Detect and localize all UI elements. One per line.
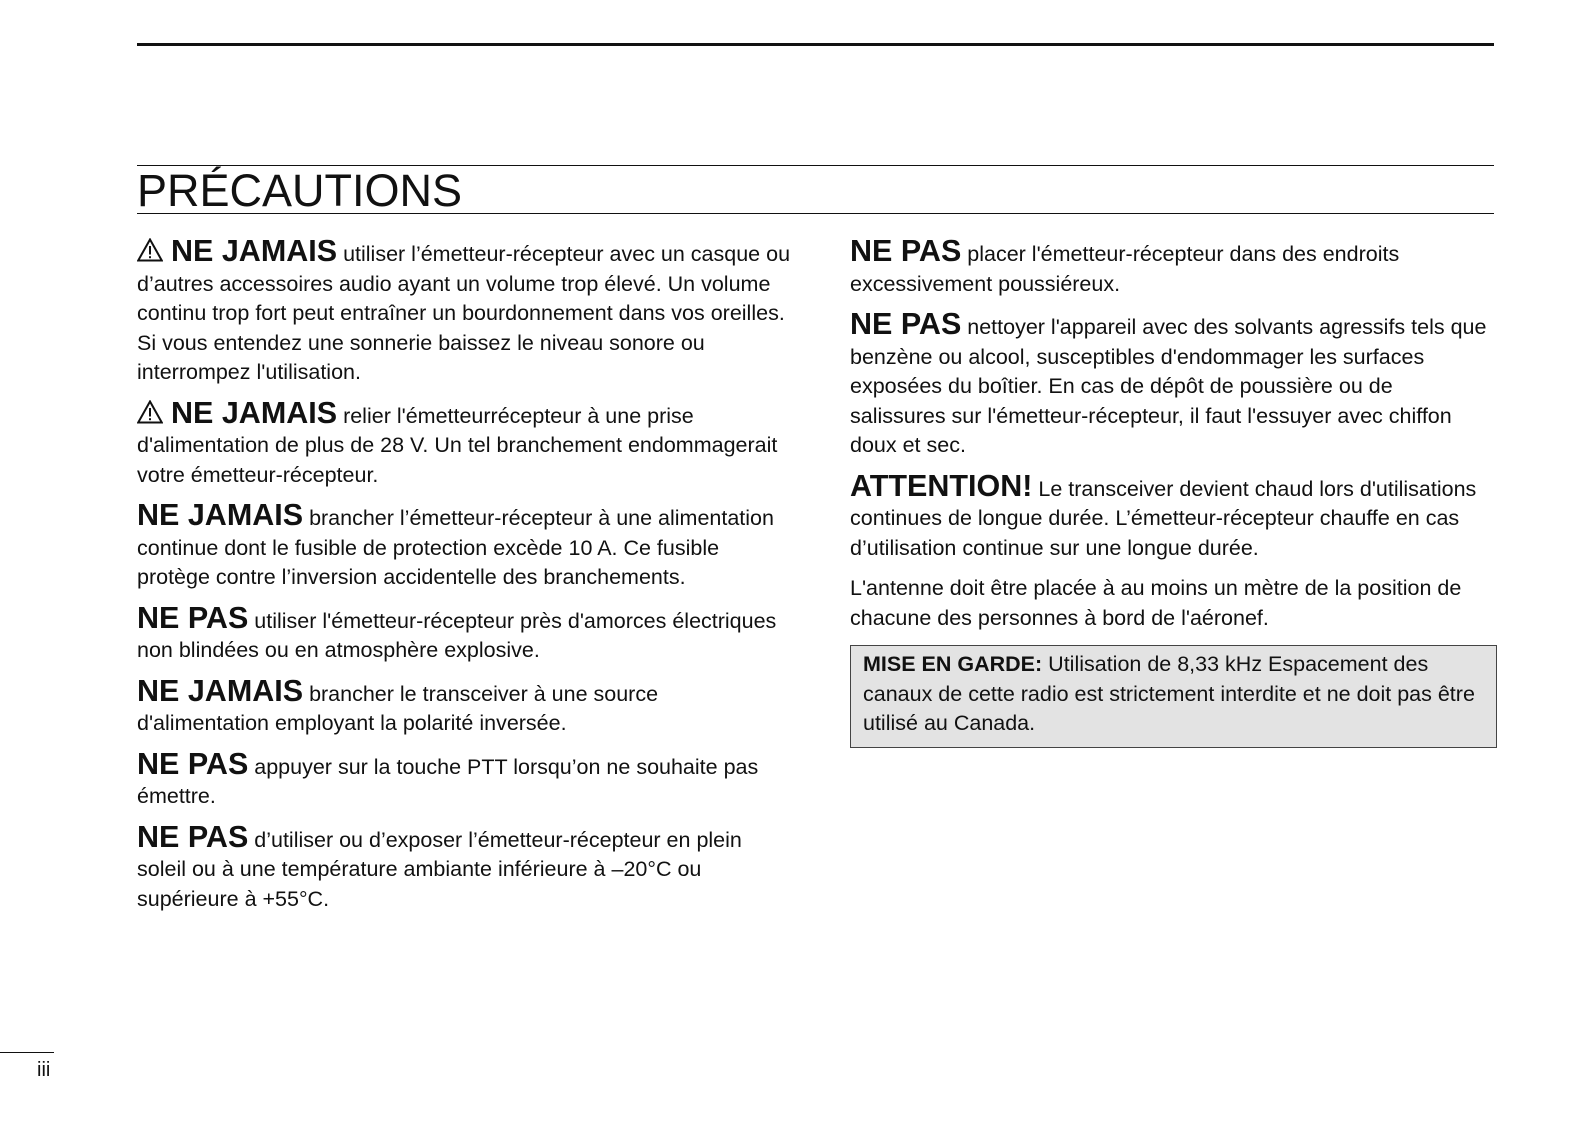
precaution-keyword: NE PAS <box>137 819 249 854</box>
footer-rule <box>0 1052 54 1053</box>
top-rule <box>137 43 1494 46</box>
precaution-paragraph <box>850 468 1494 564</box>
precaution-text: appuyer sur la touche PTT lorsqu’on ne souhaite pas émettre. <box>137 754 759 808</box>
precaution-text: placer l'émetteur-récepteur dans des endroits excessivement poussiéreux. <box>850 242 1400 296</box>
precaution-paragraph <box>850 234 1494 299</box>
precaution-paragraph <box>137 498 792 593</box>
left-column <box>137 234 792 925</box>
precaution-text: Le transceiver devient chaud lors d'utilisations continues de longue durée. L’émetteur-récepteur chauffe en cas d’utilisation continue sur une longue durée. <box>850 476 1477 560</box>
precaution-keyword: NE PAS <box>850 307 962 341</box>
precaution-keyword: NE JAMAIS <box>171 395 338 430</box>
right-column <box>850 234 1494 748</box>
precaution-paragraph <box>137 600 792 666</box>
precaution-paragraph <box>850 307 1494 461</box>
precaution-text: brancher le transceiver à une source d'alimentation employant la polarité inversée. <box>137 681 659 735</box>
precaution-paragraph <box>137 819 792 915</box>
warning-triangle-icon <box>137 400 163 424</box>
precaution-text: utiliser l’émetteur-récepteur avec un casque ou d’autres accessoires audio ayant un volume trop élevé. Un volume continu trop fort peut entraîner un bourdonnement dans vos oreilles. Si vous entendez une sonnerie baissez le niveau sonore ou interrompez l'utilisation. <box>137 242 791 384</box>
precaution-keyword: ATTENTION! <box>850 468 1033 503</box>
precaution-text: utiliser l'émetteur-récepteur près d'amorces électriques non blindées ou en atmosphère explosive. <box>137 608 777 662</box>
page-title: PRÉCAUTIONS <box>137 165 463 216</box>
precaution-keyword: NE PAS <box>137 600 249 635</box>
precaution-keyword: NE JAMAIS <box>171 234 338 268</box>
precaution-paragraph <box>137 673 792 739</box>
note-label: MISE EN GARDE: <box>863 652 1043 676</box>
warning-triangle-icon <box>137 238 163 262</box>
section-title-band <box>137 165 1494 214</box>
precaution-text: L'antenne doit être placée à au moins un mètre de la position de chacune des personnes à bord de l'aéronef. <box>850 576 1462 630</box>
caution-note-box <box>850 645 1497 748</box>
antenna-note-paragraph <box>850 574 1494 633</box>
precaution-paragraph <box>137 234 792 388</box>
precaution-paragraph <box>137 395 792 491</box>
note-text: Utilisation de 8,33 kHz Espacement des canaux de cette radio est strictement interdite et ne doit pas être utilisé au Canada. <box>863 652 1475 735</box>
precaution-text: d’utiliser ou d’exposer l’émetteur-récepteur en plein soleil ou à une température ambiante inférieure à –20°C ou supérieure à +55°C. <box>137 827 742 911</box>
precaution-text: relier l'émetteurrécepteur à une prise d'alimentation de plus de 28 V. Un tel branchement endommagerait votre émetteur-récepteur. <box>137 403 778 487</box>
precaution-text: brancher l’émetteur-récepteur à une alimentation continue dont le fusible de protection excède 10 A. Ce fusible protège contre l’inversion accidentelle des branchements. <box>137 506 774 589</box>
page-number: iii <box>37 1059 51 1081</box>
precaution-keyword: NE PAS <box>850 234 962 268</box>
precaution-text: nettoyer l'appareil avec des solvants agressifs tels que benzène ou alcool, susceptibles d'endommager les surfaces exposées du boîtier. En cas de dépôt de poussière ou de salissures sur l'émetteur-récepteur, il faut l'essuyer avec chiffon doux et sec. <box>850 315 1487 457</box>
precaution-keyword: NE PAS <box>137 746 249 781</box>
precaution-keyword: NE JAMAIS <box>137 673 304 708</box>
precaution-paragraph <box>137 746 792 812</box>
precaution-keyword: NE JAMAIS <box>137 498 304 532</box>
